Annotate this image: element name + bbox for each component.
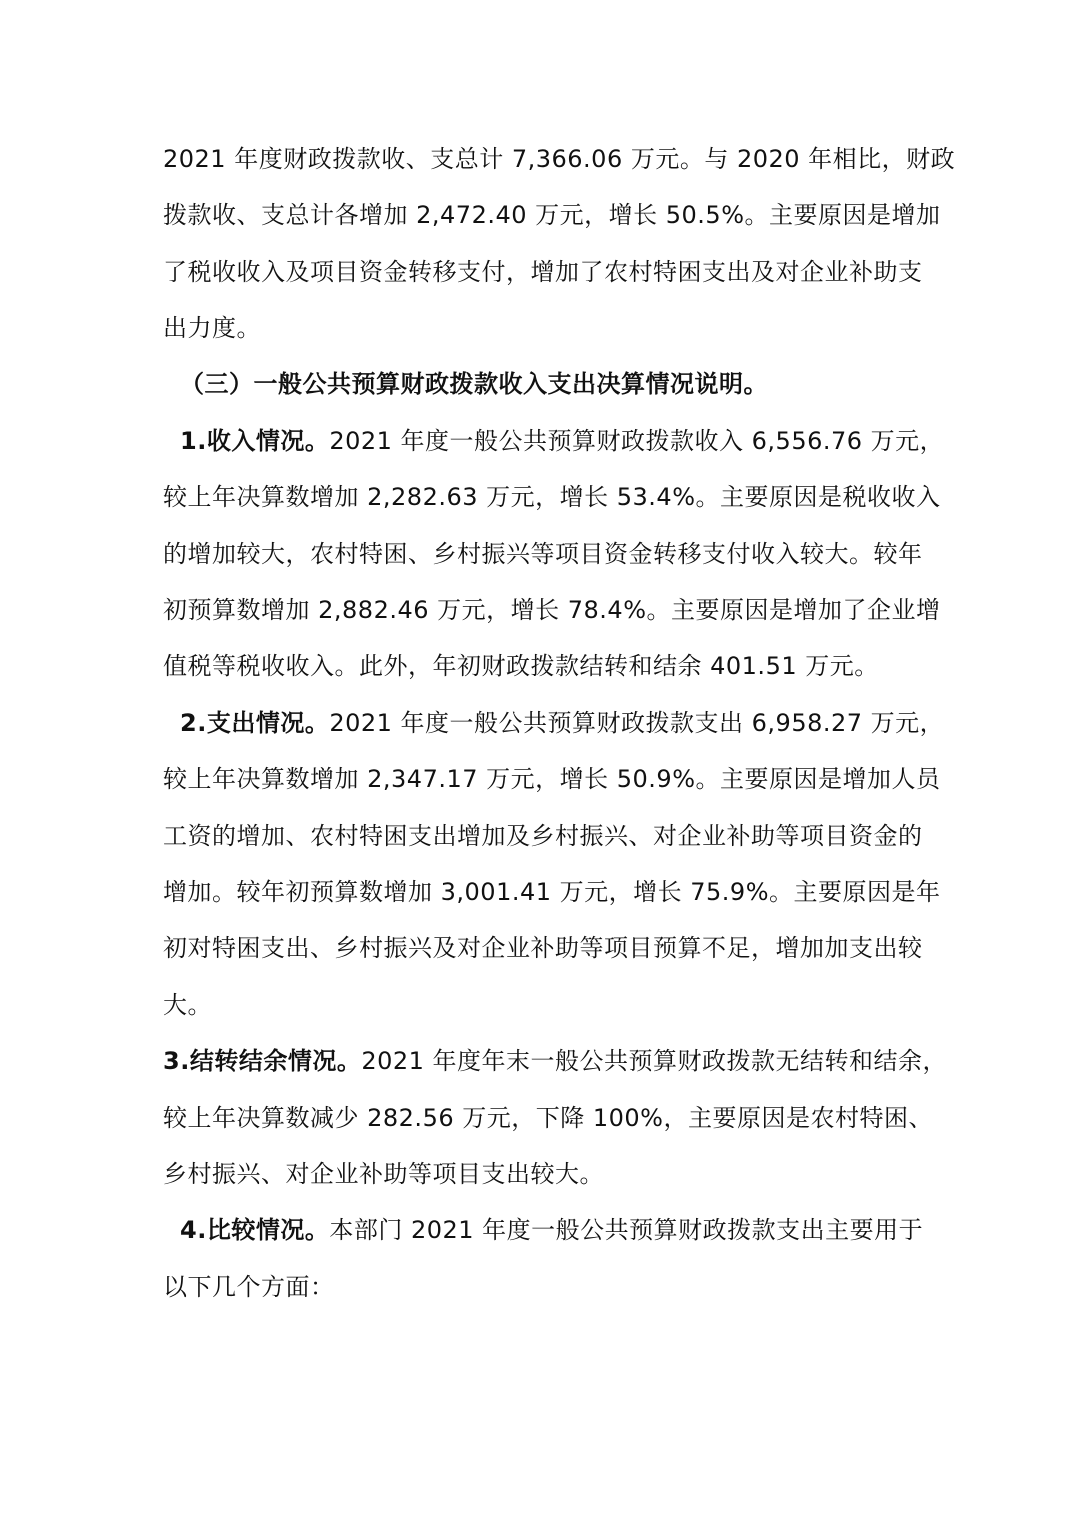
item-heading: 1.收入情况。 [180, 427, 330, 455]
item-heading: 4.比较情况。 [180, 1216, 330, 1244]
paragraph-line: 的增加较大，农村特困、乡村振兴等项目资金转移支付收入较大。较年 [163, 540, 923, 568]
paragraph-line: 2021 年度财政拨款收、支总计 7,366.06 万元。与 2020 年相比，财政 [163, 145, 956, 173]
paragraph-line: 较上年决算数增加 2,347.17 万元，增长 50.9%。主要原因是增加人员 [163, 765, 941, 793]
paragraph-line: 较上年决算数增加 2,282.63 万元，增长 53.4%。主要原因是税收收入 [163, 483, 941, 511]
paragraph-line: 了税收收入及项目资金转移支付，增加了农村特困支出及对企业补助支 [163, 258, 923, 286]
item-text: 2021 年度一般公共预算财政拨款支出 6,958.27 万元， [329, 709, 945, 737]
paragraph-line: 较上年决算数减少 282.56 万元，下降 100%，主要原因是农村特困、 [163, 1104, 933, 1132]
paragraph-line: 增加。较年初预算数增加 3,001.41 万元，增长 75.9%。主要原因是年 [163, 878, 941, 906]
paragraph-line: 初预算数增加 2,882.46 万元，增长 78.4%。主要原因是增加了企业增 [163, 596, 941, 624]
paragraph-line: 出力度。 [163, 314, 261, 342]
section-heading: （三）一般公共预算财政拨款收入支出决算情况说明。 [180, 370, 768, 398]
paragraph-line: 以下几个方面： [163, 1273, 335, 1301]
item-text: 2021 年度一般公共预算财政拨款收入 6,556.76 万元， [329, 427, 945, 455]
item-heading: 2.支出情况。 [180, 709, 330, 737]
paragraph-line: 大。 [163, 991, 212, 1019]
item-text: 2021 年度年末一般公共预算财政拨款无结转和结余， [361, 1047, 948, 1075]
paragraph-line [180, 1210, 923, 1250]
paragraph-line [163, 1041, 947, 1081]
item-text: 本部门 2021 年度一般公共预算财政拨款支出主要用于 [329, 1216, 924, 1244]
paragraph-line [180, 703, 944, 743]
paragraph-line: 拨款收、支总计各增加 2,472.40 万元，增长 50.5%。主要原因是增加 [163, 201, 941, 229]
paragraph-line: 乡村振兴、对企业补助等项目支出较大。 [163, 1160, 604, 1188]
paragraph-line: 初对特困支出、乡村振兴及对企业补助等项目预算不足，增加加支出较 [163, 934, 923, 962]
paragraph-line [180, 421, 944, 461]
item-heading: 3.结转结余情况。 [163, 1047, 362, 1075]
paragraph-line: 值税等税收收入。此外，年初财政拨款结转和结余 401.51 万元。 [163, 652, 879, 680]
paragraph-line: 工资的增加、农村特困支出增加及乡村振兴、对企业补助等项目资金的 [163, 822, 923, 850]
